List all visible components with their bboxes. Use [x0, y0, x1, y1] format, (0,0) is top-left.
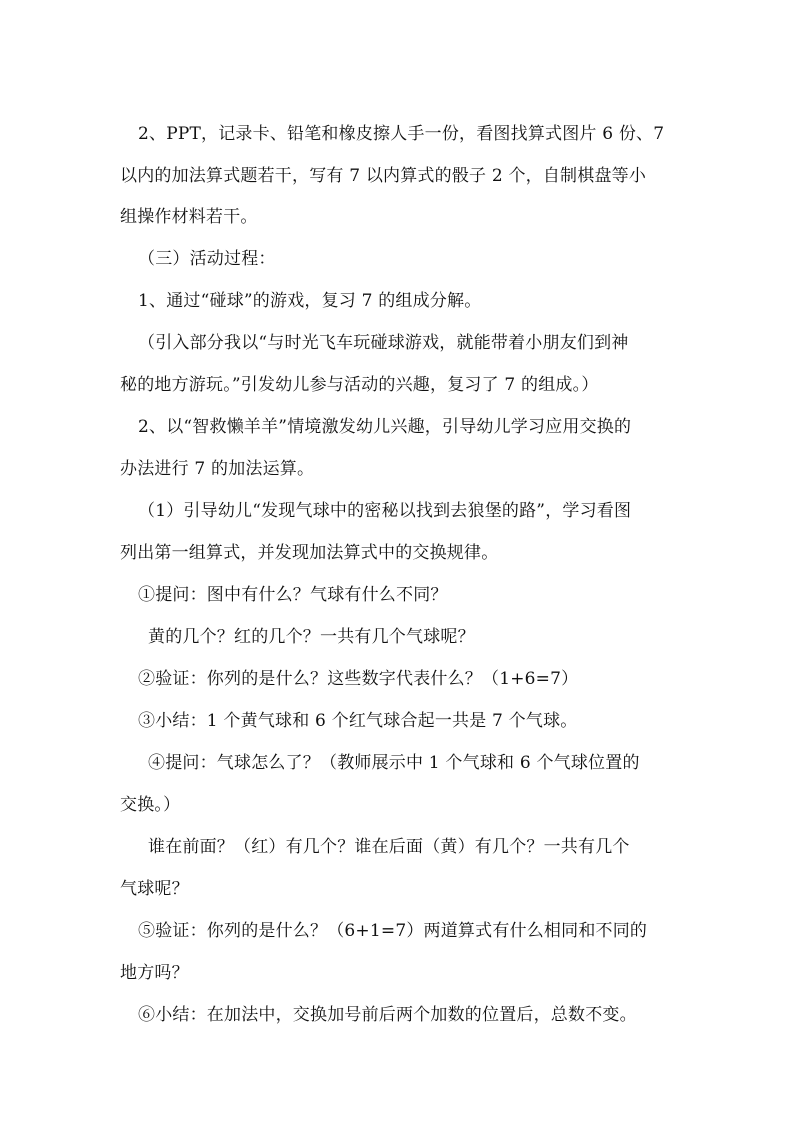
item-5-verify-line-2: 地方吗？	[120, 963, 189, 983]
substep-1-line-2: 列出第一组算式，并发现加法算式中的交换规律。	[120, 543, 499, 563]
paragraph-materials-line-2: 以内的加法算式题若干，写有 7 以内算式的骰子 2 个，自制棋盘等小	[120, 166, 647, 186]
step-1-note-line-2: 秘的地方游玩。”引发幼儿参与活动的兴趣，复习了 7 的组成。）	[120, 375, 599, 395]
item-4-question-line-1: ④提问：气球怎么了？（教师展示中 1 个气球和 6 个气球位置的	[148, 753, 640, 773]
paragraph-materials-line-3: 组操作材料若干。	[120, 207, 258, 227]
item-2-verify: ②验证：你列的是什么？这些数字代表什么？（1+6=7）	[138, 669, 579, 689]
item-5-verify-line-1: ⑤验证：你列的是什么？（6+1=7）两道算式有什么相同和不同的	[138, 921, 648, 941]
section-heading-activity-process: （三）活动过程：	[138, 249, 276, 269]
item-4-followup-line-1: 谁在前面？（红）有几个？谁在后面（黄）有几个？一共有几个	[148, 837, 630, 857]
step-1-line: 1、通过“碰球”的游戏，复习 7 的组成分解。	[138, 291, 482, 311]
item-1-followup: 黄的几个？红的几个？一共有几个气球呢？	[148, 627, 475, 647]
item-3-summary: ③小结：1 个黄气球和 6 个红气球合起一共是 7 个气球。	[138, 711, 578, 731]
step-2-line-2: 办法进行 7 的加法运算。	[120, 459, 315, 479]
item-1-question: ①提问：图中有什么？气球有什么不同？	[138, 585, 448, 605]
substep-1-line-1: （1）引导幼儿“发现气球中的密秘以找到去狼堡的路”，学习看图	[138, 501, 632, 521]
item-6-summary: ⑥小结：在加法中，交换加号前后两个加数的位置后，总数不变。	[138, 1005, 637, 1025]
step-1-note-line-1: （引入部分我以“与时光飞车玩碰球游戏，就能带着小朋友们到神	[138, 333, 629, 353]
paragraph-materials-line-1: 2、PPT，记录卡、铅笔和橡皮擦人手一份，看图找算式图片 6 份、7	[138, 124, 665, 144]
item-4-followup-line-2: 气球呢？	[120, 879, 189, 899]
step-2-line-1: 2、以“智救懒羊羊”情境激发幼儿兴趣，引导幼儿学习应用交换的	[138, 417, 632, 437]
item-4-question-line-2: 交换。）	[120, 795, 181, 815]
